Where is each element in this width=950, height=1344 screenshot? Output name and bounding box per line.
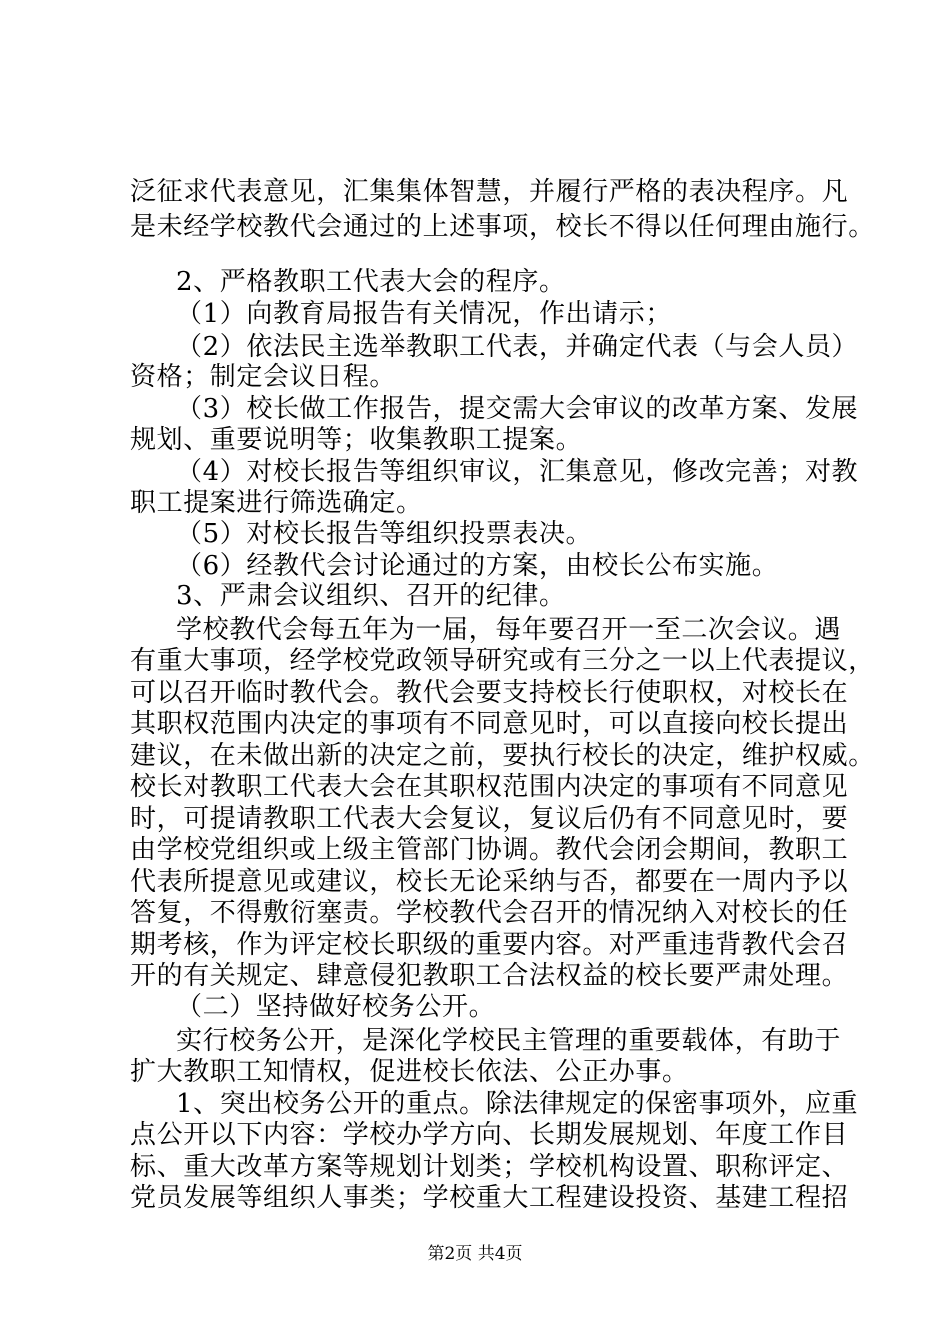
text-line: 代表所提意见或建议，校长无论采纳与否，都要在一周内予以 <box>130 867 849 897</box>
text-line: 规划、重要说明等；收集教职工提案。 <box>130 425 583 455</box>
text-line: 由学校党组织或上级主管部门协调。教代会闭会期间，教职工 <box>130 835 849 865</box>
text-line: 学校教代会每五年为一届，每年要召开一至二次会议。遇 <box>176 615 842 645</box>
text-line: 党员发展等组织人事类；学校重大工程建设投资、基建工程招 <box>130 1183 849 1213</box>
text-line: 实行校务公开，是深化学校民主管理的重要载体，有助于 <box>176 1026 842 1056</box>
text-line: 可以召开临时教代会。教代会要支持校长行使职权，对校长在 <box>130 678 849 708</box>
text-line: （3）校长做工作报告，提交需大会审议的改革方案、发展 <box>176 394 859 424</box>
text-line: 建议，在未做出新的决定之前，要执行校长的决定，维护权威。 <box>130 741 875 771</box>
text-line: 其职权范围内决定的事项有不同意见时，可以直接向校长提出 <box>130 709 849 739</box>
text-line: （5）对校长报告等组织投票表决。 <box>176 519 593 549</box>
text-line: 泛征求代表意见，汇集集体智慧，并履行严格的表决程序。凡 <box>130 177 849 207</box>
text-line: 资格；制定会议日程。 <box>130 362 397 392</box>
text-line: 时，可提请教职工代表大会复议，复议后仍有不同意见时，要 <box>130 804 849 834</box>
text-line: 扩大教职工知情权，促进校长依法、公正办事。 <box>130 1057 689 1087</box>
text-line: （4）对校长报告等组织审议，汇集意见，修改完善；对教 <box>176 457 859 487</box>
text-line: 2、严格教职工代表大会的程序。 <box>176 267 566 297</box>
text-line: （二）坚持做好校务公开。 <box>176 992 496 1022</box>
text-line: 开的有关规定、肆意侵犯教职工合法权益的校长要严肃处理。 <box>130 961 849 991</box>
text-line: 3、严肃会议组织、召开的纪律。 <box>176 581 566 611</box>
text-line: 校长对教职工代表大会在其职权范围内决定的事项有不同意见 <box>130 772 849 802</box>
page-number-footer: 第2页 共4页 <box>427 1244 523 1264</box>
text-line: （2）依法民主选举教职工代表，并确定代表（与会人员） <box>176 332 859 362</box>
text-line: 1、突出校务公开的重点。除法律规定的保密事项外，应重 <box>176 1089 859 1119</box>
text-line: （1）向教育局报告有关情况，作出请示； <box>176 299 672 329</box>
text-line: 有重大事项，经学校党政领导研究或有三分之一以上代表提议， <box>130 646 875 676</box>
text-line: 点公开以下内容：学校办学方向、长期发展规划、年度工作目 <box>130 1120 849 1150</box>
text-line: 答复，不得敷衍塞责。学校教代会召开的情况纳入对校长的任 <box>130 898 849 928</box>
text-line: 是未经学校教代会通过的上述事项，校长不得以任何理由施行。 <box>130 212 875 242</box>
text-line: （6）经教代会讨论通过的方案，由校长公布实施。 <box>176 551 779 581</box>
text-line: 标、重大改革方案等规划计划类；学校机构设置、职称评定、 <box>130 1152 849 1182</box>
text-line: 职工提案进行筛选确定。 <box>130 488 423 518</box>
text-line: 期考核，作为评定校长职级的重要内容。对严重违背教代会召 <box>130 930 849 960</box>
